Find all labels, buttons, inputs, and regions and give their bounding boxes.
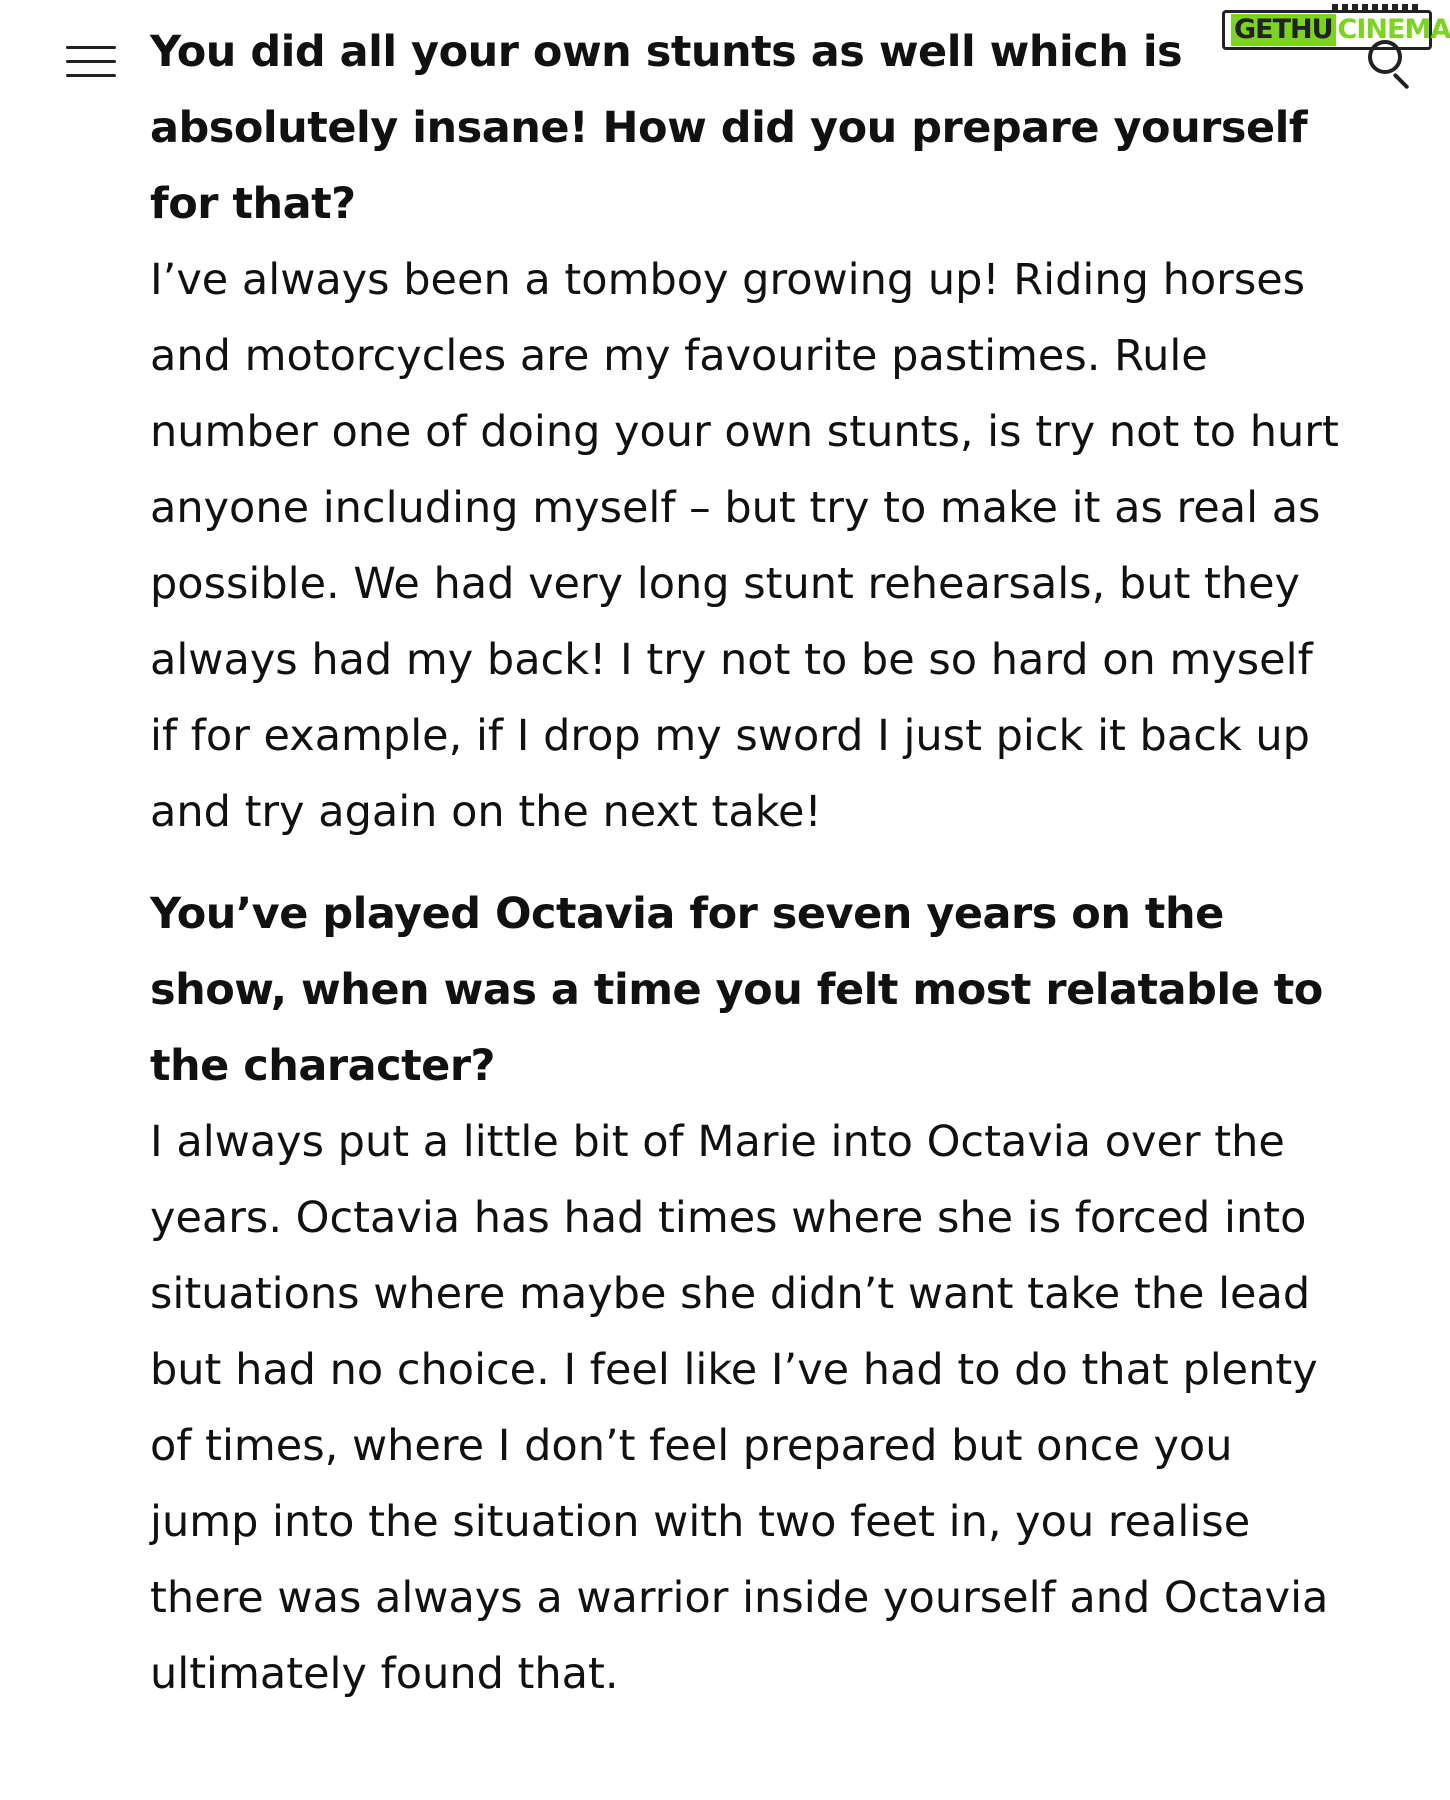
interview-answer: I always put a little bit of Marie into Octavia over the years. Octavia has had times where she is forced into situations where maybe she didn’t want take the lead but had no choice. I feel like I’ve had to do that plenty of times, where I don’t feel prepared but once you jump into the situation with two feet in, you realise there was always a warrior inside yourself and Octavia ultimately found that. <box>150 1117 1329 1699</box>
logo-text-cinema: CINEMA <box>1337 14 1450 45</box>
qa-block <box>150 876 1350 1712</box>
interview-answer: I’ve always been a tomboy growing up! Riding horses and motorcycles are my favourite pastimes. Rule number one of doing your own stunts, is try not to hurt anyone including myself – but try to make it as real as possible. We had very long stunt rehearsals, but they always had my back! I try not to be so hard on myself if for example, if I drop my sword I just pick it back up and try again on the next take! <box>150 255 1339 837</box>
article-body <box>150 14 1350 1712</box>
hamburger-menu-icon <box>66 46 116 49</box>
hamburger-menu-icon-bar <box>66 74 116 77</box>
search-button[interactable] <box>1368 40 1416 88</box>
qa-block <box>150 14 1350 850</box>
interview-question: You’ve played Octavia for seven years on the show, when was a time you felt most relatable to the character? <box>150 889 1323 1091</box>
logo-text-gethu: GETHU <box>1231 14 1336 46</box>
hamburger-menu-icon-bar <box>66 60 116 63</box>
search-icon-handle <box>1393 73 1410 90</box>
search-icon <box>1368 40 1402 74</box>
menu-button[interactable] <box>66 40 118 82</box>
interview-question: You did all your own stunts as well which is absolutely insane! How did you prepare yourself for that? <box>150 27 1308 229</box>
